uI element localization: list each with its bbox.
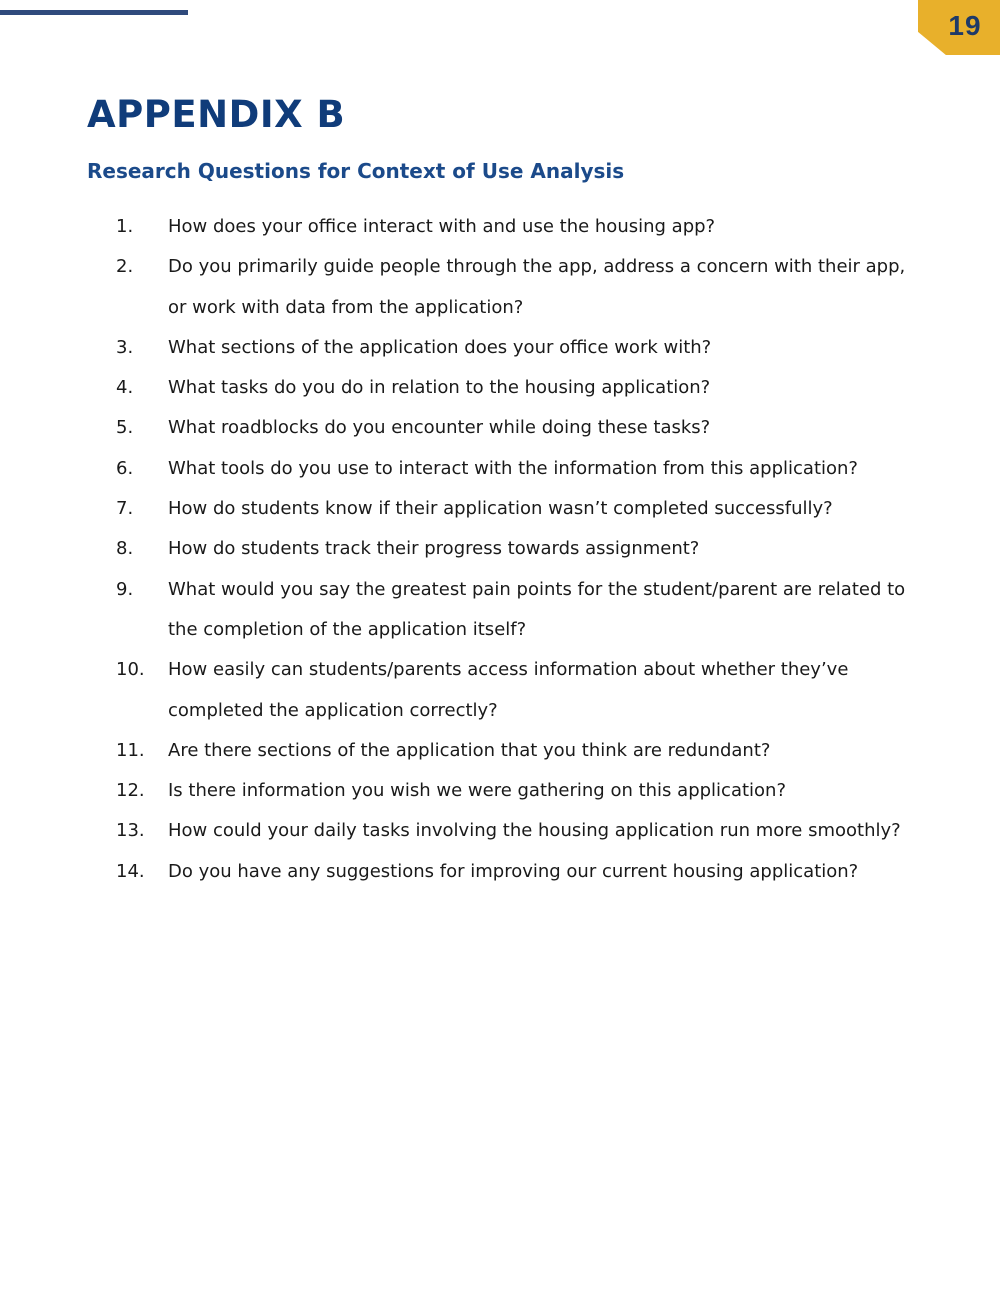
top-rule [0,10,188,15]
question-text: How easily can students/parents access information about whether they’ve completed the application correctly? [168,659,849,721]
question-number: 14. [116,860,145,882]
question-number: 3. [116,336,134,358]
question-number: 13. [116,820,145,842]
question-item [0,811,1000,851]
question-item [0,529,1000,569]
question-item [0,570,1000,651]
question-number: 12. [116,780,145,802]
question-text: Are there sections of the application that you think are redundant? [168,739,771,761]
section-subtitle: Research Questions for Context of Use Analysis [87,159,625,183]
question-text: How do students know if their application wasn’t completed successfully? [168,498,833,520]
question-text: What tasks do you do in relation to the housing application? [168,377,711,399]
question-text: How does your office interact with and use the housing app? [168,216,716,237]
page-title: APPENDIX B [87,93,346,136]
question-number: 2. [116,256,134,278]
question-text: What tools do you use to interact with the information from this application? [168,457,858,479]
question-list [0,207,1000,892]
question-number: 11. [116,739,145,761]
question-item [0,408,1000,448]
question-text: Do you have any suggestions for improving our current housing application? [168,860,859,882]
question-item [0,207,1000,247]
question-number: 1. [116,216,134,237]
question-text: What would you say the greatest pain points for the student/parent are related to the completion of the application itself? [168,578,906,640]
question-item [0,449,1000,489]
question-text: What sections of the application does your office work with? [168,336,712,358]
page-number: 19 [948,10,982,41]
question-text: Do you primarily guide people through the app, address a concern with their app, or work with data from the application? [168,256,906,318]
question-item [0,489,1000,529]
question-text: Is there information you wish we were gathering on this application? [168,780,787,802]
question-item [0,731,1000,771]
question-item [0,328,1000,368]
question-item [0,771,1000,811]
question-number: 4. [116,377,134,399]
question-number: 7. [116,498,134,520]
question-item [0,852,1000,892]
question-item [0,247,1000,328]
question-number: 8. [116,538,134,560]
question-text: How could your daily tasks involving the housing application run more smoothly? [168,820,901,842]
question-item [0,650,1000,731]
question-number: 9. [116,578,134,600]
question-item [0,368,1000,408]
question-text: How do students track their progress towards assignment? [168,538,700,560]
question-number: 5. [116,417,134,439]
question-number: 6. [116,457,134,479]
question-number: 10. [116,659,145,681]
question-text: What roadblocks do you encounter while doing these tasks? [168,417,711,439]
